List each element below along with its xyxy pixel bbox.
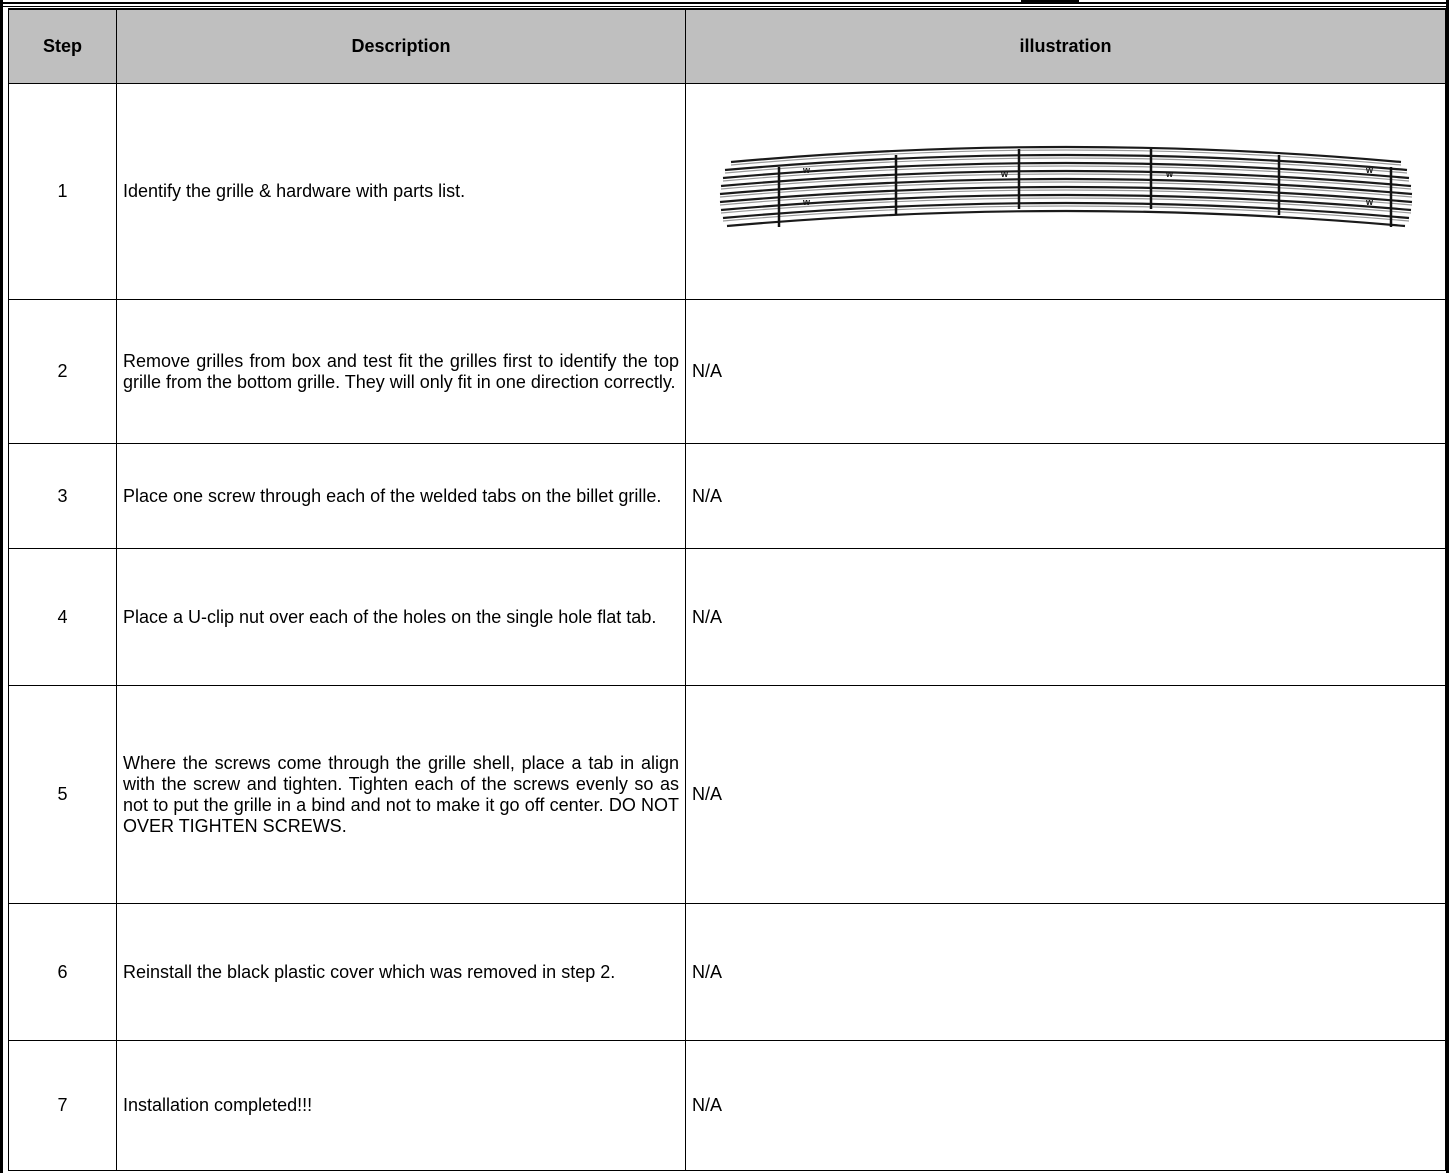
table-row: [9, 549, 1446, 686]
header-step: Step: [9, 9, 117, 84]
svg-text:w: w: [1365, 164, 1373, 175]
step-number: 7: [9, 1041, 117, 1171]
svg-text:w: w: [1000, 168, 1008, 179]
table-row: [9, 84, 1446, 300]
step-illustration: N/A: [686, 904, 1446, 1041]
svg-text:w: w: [802, 196, 810, 207]
table-header-row: [9, 9, 1446, 84]
svg-text:w: w: [1165, 168, 1173, 179]
top-rule-secondary: [0, 6, 1449, 7]
step-description: Where the screws come through the grille shell, place a tab in align with the screw and tighten. Tighten each of the screws evenly so as not to put the grille in a bind and not to make it go off center. DO NOT OVER TIGHTEN SCREWS.: [117, 686, 686, 904]
step-number: 4: [9, 549, 117, 686]
step-illustration: N/A: [686, 300, 1446, 444]
top-rule: [0, 2, 1449, 4]
svg-text:w: w: [802, 164, 810, 175]
table-row: [9, 904, 1446, 1041]
header-illustration: illustration: [686, 9, 1446, 84]
page-border-left: [0, 0, 3, 1173]
step-number: 5: [9, 686, 117, 904]
top-mark: [1021, 0, 1079, 2]
step-description: Place one screw through each of the welded tabs on the billet grille.: [117, 444, 686, 549]
step-number: 2: [9, 300, 117, 444]
billet-grille-icon: [711, 137, 1421, 247]
step-description: Installation completed!!!: [117, 1041, 686, 1171]
installation-steps-table: [8, 8, 1446, 1171]
step-illustration: [686, 84, 1446, 300]
step-number: 6: [9, 904, 117, 1041]
step-illustration: N/A: [686, 686, 1446, 904]
step-illustration: N/A: [686, 1041, 1446, 1171]
header-description: Description: [117, 9, 686, 84]
step-description: Reinstall the black plastic cover which was removed in step 2.: [117, 904, 686, 1041]
step-description: Place a U-clip nut over each of the holes on the single hole flat tab.: [117, 549, 686, 686]
svg-text:w: w: [1365, 196, 1373, 207]
step-illustration: N/A: [686, 549, 1446, 686]
step-number: 1: [9, 84, 117, 300]
table-row: [9, 1041, 1446, 1171]
table-row: [9, 300, 1446, 444]
step-illustration: N/A: [686, 444, 1446, 549]
table-row: [9, 444, 1446, 549]
table-row: [9, 686, 1446, 904]
step-description: Remove grilles from box and test fit the grilles first to identify the top grille from the bottom grille. They will only fit in one direction correctly.: [117, 300, 686, 444]
step-number: 3: [9, 444, 117, 549]
step-description: Identify the grille & hardware with parts list.: [117, 84, 686, 300]
